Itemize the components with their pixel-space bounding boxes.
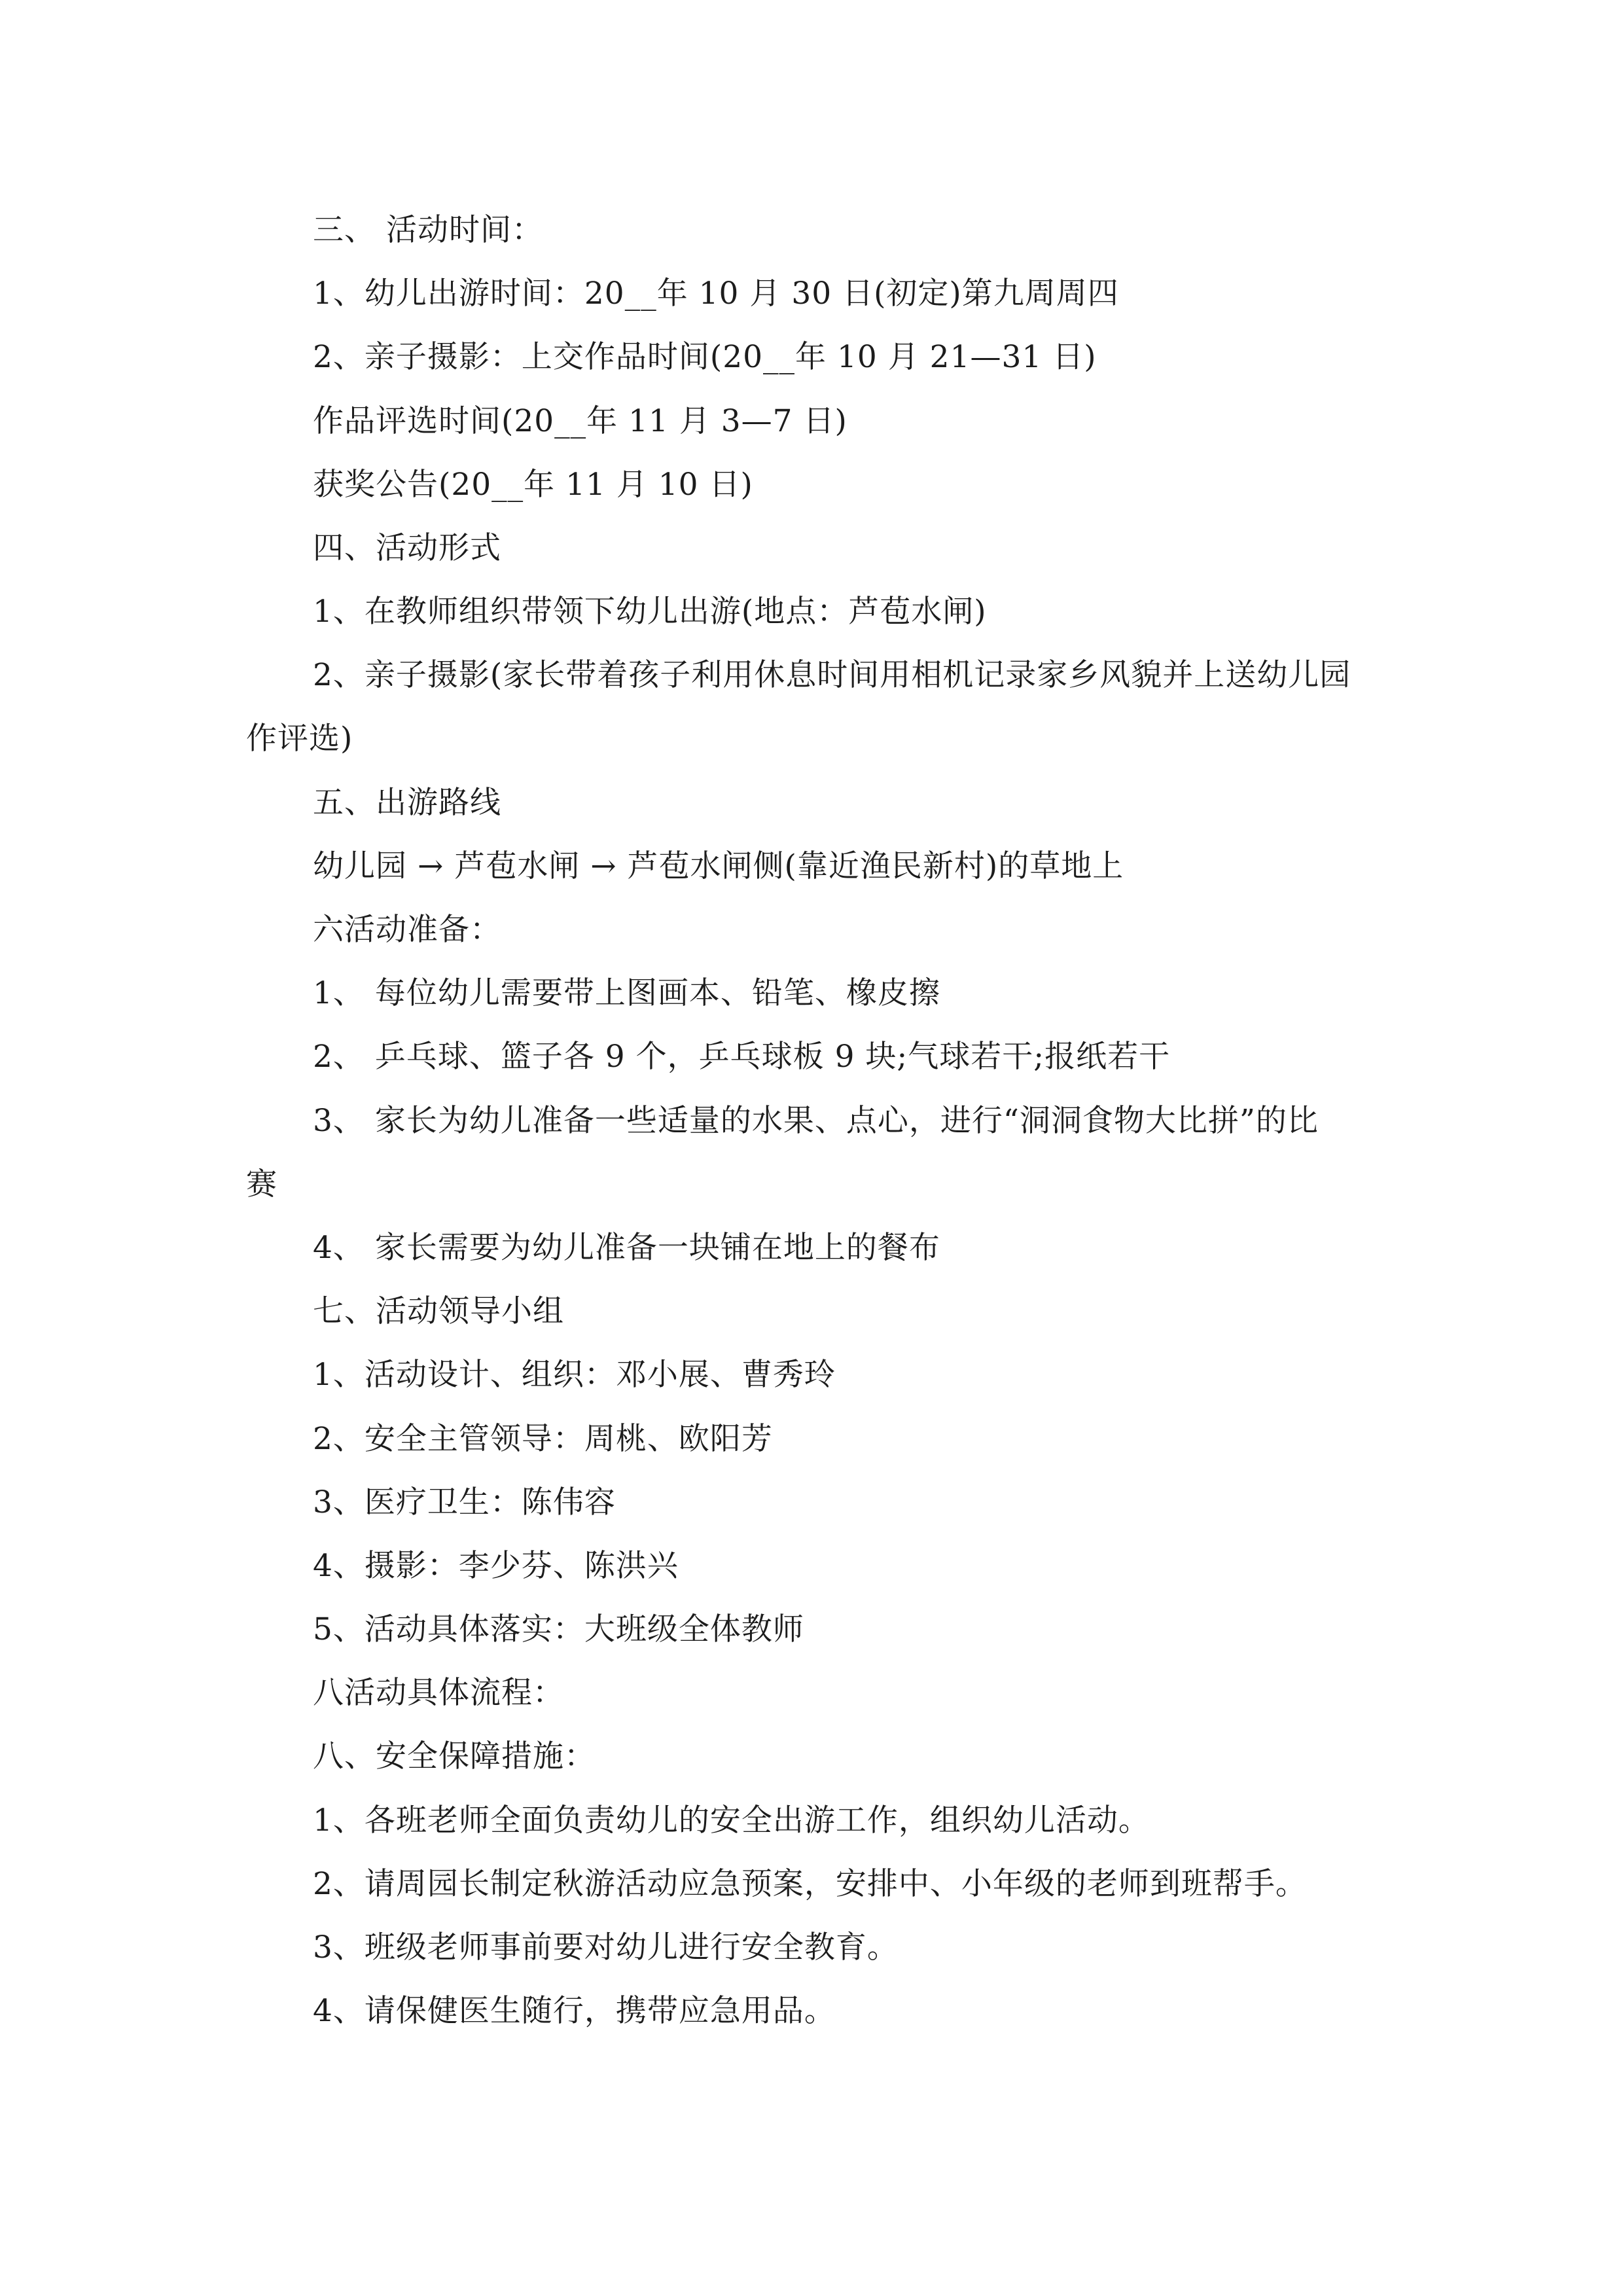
text-line: 1、活动设计、组织：邓小展、曹秀玲 (313, 1357, 836, 1393)
text-line: 3、医疗卫生：陈伟容 (313, 1484, 616, 1520)
text-line: 3、 家长为幼儿准备一些适量的水果、点心，进行“洞洞食物大比拼”的比 (313, 1103, 1319, 1139)
section-heading-leadership-group: 七、活动领导小组 (313, 1293, 564, 1329)
text-line: 2、请周园长制定秋游活动应急预案，安排中、小年级的老师到班帮手。 (313, 1866, 1307, 1902)
section-heading-activity-form: 四、活动形式 (313, 530, 501, 566)
text-line: 1、在教师组织带领下幼儿出游(地点：芦苞水闸) (313, 594, 987, 630)
text-line: 3、班级老师事前要对幼儿进行安全教育。 (313, 1929, 899, 1965)
section-heading-process: 八活动具体流程： (313, 1675, 564, 1711)
text-line: 1、幼儿出游时间：20__年 10 月 30 日(初定)第九周周四 (313, 276, 1119, 312)
text-line: 2、亲子摄影：上交作品时间(20__年 10 月 21—31 日) (313, 339, 1097, 375)
section-heading-preparation: 六活动准备： (313, 912, 501, 948)
section-heading-activity-time: 三、 活动时间： (313, 212, 543, 248)
section-heading-safety: 八、安全保障措施： (313, 1738, 596, 1774)
section-heading-route: 五、出游路线 (313, 785, 501, 821)
route-line: 幼儿园 → 芦苞水闸 → 芦苞水闸侧(靠近渔民新村)的草地上 (313, 848, 1124, 884)
text-line: 2、亲子摄影(家长带着孩子利用休息时间用相机记录家乡风貌并上送幼儿园 (313, 657, 1351, 693)
text-line: 4、 家长需要为幼儿准备一块铺在地上的餐布 (313, 1230, 940, 1266)
text-line: 2、安全主管领导：周桃、欧阳芳 (313, 1421, 773, 1457)
text-line: 作品评选时间(20__年 11 月 3—7 日) (313, 403, 847, 439)
text-line: 1、各班老师全面负责幼儿的安全出游工作，组织幼儿活动。 (313, 1803, 1150, 1839)
text-line: 4、请保健医生随行，携带应急用品。 (313, 1993, 836, 2029)
text-line: 4、摄影：李少芬、陈洪兴 (313, 1548, 679, 1584)
text-line: 获奖公告(20__年 11 月 10 日) (313, 467, 753, 503)
text-line: 1、 每位幼儿需要带上图画本、铅笔、橡皮擦 (313, 975, 940, 1011)
text-line-continuation: 作评选) (246, 721, 353, 757)
text-line: 2、 乒乓球、篮子各 9 个，乒乓球板 9 块;气球若干;报纸若干 (313, 1039, 1171, 1075)
text-line-continuation: 赛 (246, 1166, 277, 1202)
text-line: 5、活动具体落实：大班级全体教师 (313, 1611, 804, 1647)
